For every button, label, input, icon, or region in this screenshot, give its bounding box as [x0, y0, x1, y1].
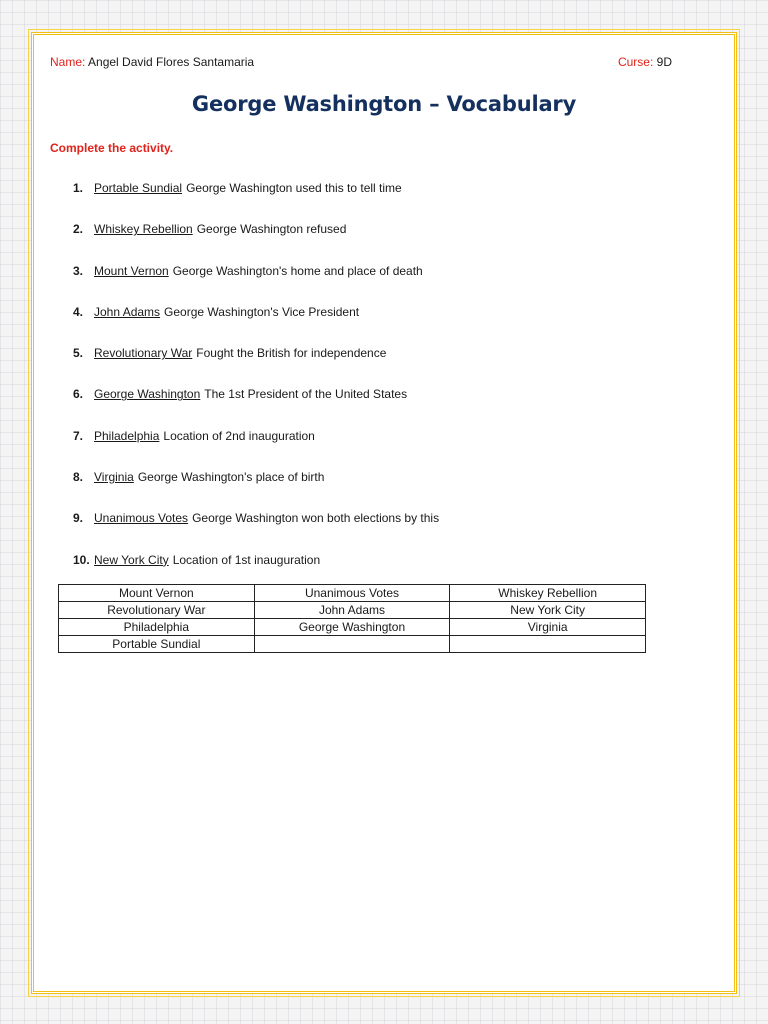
page-title: George Washington – Vocabulary: [191, 92, 577, 116]
table-row: [59, 619, 646, 636]
course: [618, 55, 672, 69]
list-item: [50, 305, 439, 346]
item-term: Revolutionary War: [94, 346, 193, 361]
item-definition: George Washington's home and place of death: [172, 263, 423, 278]
item-number: 5.: [73, 346, 84, 361]
list-item: [50, 387, 439, 428]
item-definition: Location of 2nd inauguration: [163, 428, 315, 443]
table-cell: Revolutionary War: [59, 602, 255, 619]
item-number: 3.: [73, 263, 84, 278]
item-definition: George Washington used this to tell time: [186, 181, 402, 195]
item-number: 10.: [73, 552, 90, 567]
item-term: Philadelphia: [94, 428, 160, 443]
item-term: George Washington: [94, 387, 201, 402]
table-row: [59, 585, 646, 602]
table-cell: Mount Vernon: [59, 585, 255, 602]
item-term: New York City: [94, 552, 169, 567]
item-term: John Adams: [94, 304, 161, 319]
item-term: Virginia: [94, 470, 134, 485]
table-row: [59, 636, 646, 653]
course-value: 9D: [656, 55, 672, 69]
table-cell: Portable Sundial: [59, 636, 255, 653]
list-item: [50, 346, 439, 387]
item-number: 7.: [73, 428, 84, 443]
item-definition: The 1st President of the United States: [204, 387, 408, 402]
table-row: [59, 602, 646, 619]
item-definition: Location of 1st inauguration: [172, 552, 321, 567]
name-value: Angel David Flores Santamaria: [88, 55, 255, 69]
list-item: [50, 511, 439, 552]
table-cell: George Washington: [254, 619, 450, 636]
list-item: [50, 264, 439, 305]
word-bank-table: [58, 584, 646, 653]
item-number: 2.: [73, 222, 84, 237]
table-cell: Unanimous Votes: [254, 585, 450, 602]
table-cell: John Adams: [254, 602, 450, 619]
list-item: [50, 470, 439, 511]
course-label: Curse:: [617, 55, 654, 69]
instruction-text: Complete the activity.: [50, 141, 174, 155]
list-item: [50, 222, 439, 263]
list-item: [50, 429, 439, 470]
table-cell: Virginia: [450, 619, 646, 636]
table-cell: [450, 636, 646, 653]
table-cell: [254, 636, 450, 653]
item-term: Unanimous Votes: [94, 511, 189, 526]
item-number: 6.: [73, 387, 84, 402]
item-number: 9.: [73, 511, 84, 526]
vocabulary-list: [50, 181, 439, 594]
list-item: [50, 181, 439, 222]
table-cell: New York City: [450, 602, 646, 619]
item-definition: George Washington's Vice President: [164, 304, 360, 319]
item-definition: George Washington won both elections by this: [192, 511, 440, 526]
table-cell: Whiskey Rebellion: [450, 585, 646, 602]
header-row: [50, 55, 672, 69]
item-number: 1.: [73, 181, 84, 195]
table-cell: Philadelphia: [59, 619, 255, 636]
item-term: Mount Vernon: [94, 263, 169, 278]
item-number: 4.: [73, 304, 84, 319]
item-term: Portable Sundial: [94, 181, 183, 195]
item-definition: Fought the British for independence: [196, 346, 387, 361]
name-label: Name:: [50, 55, 86, 69]
item-definition: George Washington's place of birth: [137, 470, 325, 485]
student-name: [50, 55, 254, 69]
item-definition: George Washington refused: [196, 222, 347, 237]
item-term: Whiskey Rebellion: [94, 222, 193, 237]
item-number: 8.: [73, 470, 84, 485]
